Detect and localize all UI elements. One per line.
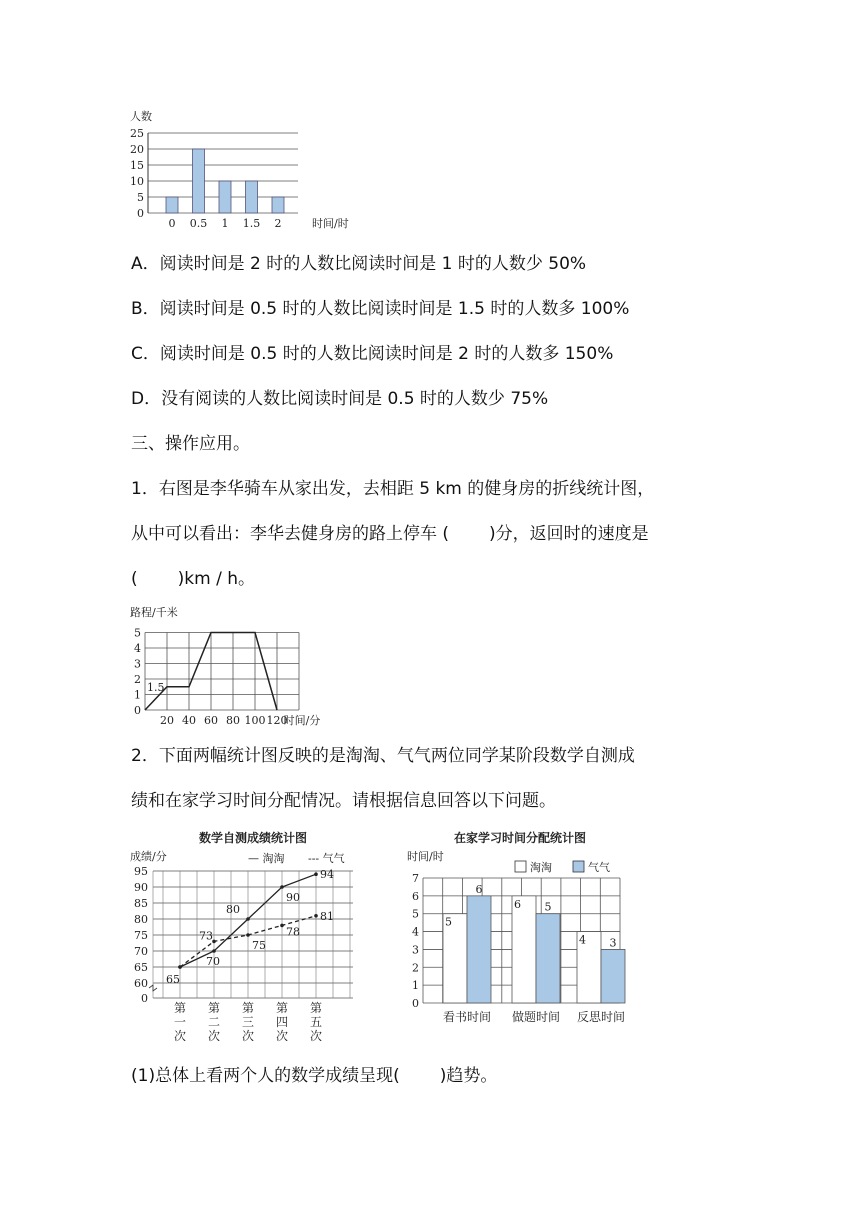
legend-label-0: 淘淘 bbox=[530, 861, 552, 874]
point-dashed-2 bbox=[246, 933, 250, 937]
point-solid-1 bbox=[212, 949, 216, 953]
bar-2 bbox=[272, 197, 284, 213]
y-tick-label-65: 65 bbox=[134, 961, 148, 974]
point-solid-2 bbox=[246, 917, 250, 921]
scores-line-chart bbox=[128, 828, 378, 1050]
y-tick-label-2: 2 bbox=[412, 961, 419, 975]
x-axis-label: 时间/分 bbox=[283, 714, 321, 727]
q1-line3-end: )km / h。 bbox=[177, 569, 255, 589]
route-line-chart bbox=[130, 600, 360, 730]
data-label-solid-1: 70 bbox=[206, 955, 220, 968]
y-tick-label-3: 3 bbox=[134, 657, 141, 671]
bar-做题时间-淘淘 bbox=[512, 896, 536, 1003]
y-tick-label-1: 1 bbox=[134, 688, 141, 702]
point-dashed-4 bbox=[314, 914, 318, 918]
point-dashed-0 bbox=[178, 965, 182, 969]
legend-label-1: 气气 bbox=[588, 861, 610, 874]
x-tick-label-做题时间: 做题时间 bbox=[511, 1010, 561, 1024]
y-tick-label-0: 0 bbox=[137, 207, 144, 220]
x-tick-label-60: 60 bbox=[204, 714, 218, 727]
y-tick-label-0: 0 bbox=[134, 704, 141, 717]
x-tick-label-20: 20 bbox=[160, 714, 174, 727]
q1-line2-start: 从中可以看出：李华去健身房的路上停车 ( bbox=[131, 524, 450, 544]
q1-line3 bbox=[131, 568, 255, 590]
y-tick-label-15: 15 bbox=[130, 159, 144, 172]
x-tick-label-0.5: 0.5 bbox=[189, 217, 208, 230]
x-tick-label-0: 0 bbox=[168, 217, 176, 230]
y-tick-label-70: 70 bbox=[134, 945, 148, 958]
y-tick-label-75: 75 bbox=[134, 929, 148, 942]
legend-swatch-0 bbox=[515, 861, 526, 872]
bar-看书时间-气气 bbox=[467, 896, 491, 1003]
q1-line3-start: ( bbox=[131, 569, 138, 589]
legend-swatch-1 bbox=[573, 861, 584, 872]
x-tick-label-120: 120 bbox=[266, 714, 288, 727]
study-time-bar-chart bbox=[405, 828, 630, 1028]
data-label-dashed-2: 75 bbox=[252, 939, 266, 952]
x-tick-label-反思时间: 反思时间 bbox=[576, 1010, 626, 1024]
y-tick-label-80: 80 bbox=[134, 913, 148, 926]
y-tick-label-4: 4 bbox=[412, 925, 419, 939]
q2-sub1-end: )趋势。 bbox=[439, 1066, 498, 1086]
x-tick-label-第三次: 第三次 bbox=[241, 1001, 255, 1043]
data-label-dashed-4: 81 bbox=[320, 909, 334, 923]
data-label-dashed-3: 78 bbox=[286, 925, 300, 939]
y-tick-label-2: 2 bbox=[134, 673, 141, 686]
data-label-看书时间-气气: 6 bbox=[475, 882, 483, 896]
y-tick-label-6: 6 bbox=[412, 889, 419, 903]
x-tick-label-2: 2 bbox=[274, 217, 282, 230]
bar-1.5 bbox=[246, 181, 258, 213]
data-label-反思时间-淘淘: 4 bbox=[579, 933, 586, 947]
chart-title: 数学自测成绩统计图 bbox=[198, 831, 308, 845]
legend-dashed: --- 气气 bbox=[308, 852, 345, 865]
x-axis-label: 时间/时 bbox=[312, 217, 349, 230]
bar-0.5 bbox=[193, 149, 205, 213]
option-d: D．没有阅读的人数比阅读时间是 0.5 时的人数少 75% bbox=[131, 389, 549, 409]
bar-反思时间-气气 bbox=[601, 949, 625, 1003]
y-tick-label-20: 20 bbox=[130, 143, 144, 156]
annotation-1-5: 1.5 bbox=[147, 680, 165, 694]
section-heading: 三、操作应用。 bbox=[131, 434, 250, 454]
y-tick-label-1: 1 bbox=[412, 979, 419, 993]
x-tick-label-第一次: 第一次 bbox=[173, 1001, 187, 1043]
point-solid-3 bbox=[280, 885, 284, 889]
axis-break-mark bbox=[149, 985, 157, 991]
bar-0 bbox=[166, 197, 178, 213]
x-tick-label-第二次: 第二次 bbox=[207, 1001, 221, 1043]
y-tick-label-5: 5 bbox=[412, 907, 419, 921]
point-solid-4 bbox=[314, 872, 318, 876]
q1-line2-end: )分，返回时的速度是 bbox=[489, 524, 649, 544]
data-label-反思时间-气气: 3 bbox=[609, 936, 617, 950]
y-tick-label-25: 25 bbox=[130, 127, 144, 140]
y-tick-label-7: 7 bbox=[412, 872, 419, 885]
y-tick-label-0: 0 bbox=[412, 997, 419, 1010]
x-tick-label-1: 1 bbox=[221, 217, 229, 230]
option-a: A．阅读时间是 2 时的人数比阅读时间是 1 时的人数少 50% bbox=[131, 254, 587, 274]
y-axis-label: 时间/时 bbox=[407, 850, 444, 863]
y-tick-label-95: 95 bbox=[134, 865, 148, 878]
y-axis-label: 路程/千米 bbox=[130, 606, 178, 619]
q1-line2 bbox=[131, 523, 649, 545]
q1-line1: 1．右图是李华骑车从家出发，去相距 5 km 的健身房的折线统计图， bbox=[131, 479, 655, 499]
data-label-solid-2: 80 bbox=[226, 903, 240, 916]
x-tick-label-第五次: 第五次 bbox=[309, 1001, 323, 1043]
point-dashed-3 bbox=[280, 924, 284, 928]
q2-sub1-start: (1)总体上看两个人的数学成绩呈现( bbox=[131, 1066, 400, 1086]
data-label-看书时间-淘淘: 5 bbox=[445, 915, 452, 929]
data-label-solid-4: 94 bbox=[320, 868, 334, 882]
y-tick-label-10: 10 bbox=[130, 175, 144, 188]
q2-line1: 2．下面两幅统计图反映的是淘淘、气气两位同学某阶段数学自测成 bbox=[131, 746, 635, 766]
bar-1 bbox=[219, 181, 231, 213]
y-tick-label-90: 90 bbox=[134, 881, 148, 894]
option-b: B．阅读时间是 0.5 时的人数比阅读时间是 1.5 时的人数多 100% bbox=[131, 299, 630, 319]
y-tick-label-85: 85 bbox=[134, 897, 148, 910]
legend-solid: — 淘淘 bbox=[248, 852, 285, 865]
chart-title: 在家学习时间分配统计图 bbox=[453, 831, 587, 845]
x-tick-label-1.5: 1.5 bbox=[242, 217, 261, 230]
y-tick-label-60: 60 bbox=[134, 977, 148, 990]
bar-做题时间-气气 bbox=[536, 914, 560, 1003]
x-tick-label-40: 40 bbox=[182, 714, 196, 727]
y-axis-label: 人数 bbox=[130, 110, 152, 123]
y-tick-label-5: 5 bbox=[137, 191, 144, 204]
x-tick-label-第四次: 第四次 bbox=[275, 1001, 289, 1043]
data-label-做题时间-气气: 5 bbox=[544, 900, 552, 914]
y-axis-label: 成绩/分 bbox=[130, 850, 167, 863]
data-label-solid-3: 90 bbox=[286, 891, 300, 904]
y-tick-label-3: 3 bbox=[412, 943, 419, 957]
y-tick-label-4: 4 bbox=[134, 642, 141, 655]
reading-time-bar-chart bbox=[128, 108, 368, 228]
data-label-做题时间-淘淘: 6 bbox=[514, 897, 521, 911]
q2-line2: 绩和在家学习时间分配情况。请根据信息回答以下问题。 bbox=[131, 791, 556, 811]
y-tick-label-5: 5 bbox=[134, 626, 141, 640]
data-label-dashed-1: 73 bbox=[199, 929, 213, 943]
x-tick-label-看书时间: 看书时间 bbox=[442, 1010, 492, 1024]
data-label-solid-0: 65 bbox=[166, 973, 180, 986]
option-c: C．阅读时间是 0.5 时的人数比阅读时间是 2 时的人数多 150% bbox=[131, 344, 614, 364]
y-tick-label-0: 0 bbox=[141, 992, 148, 1005]
x-tick-label-100: 100 bbox=[244, 714, 266, 727]
q2-sub1 bbox=[131, 1065, 497, 1087]
x-tick-label-80: 80 bbox=[226, 714, 240, 727]
